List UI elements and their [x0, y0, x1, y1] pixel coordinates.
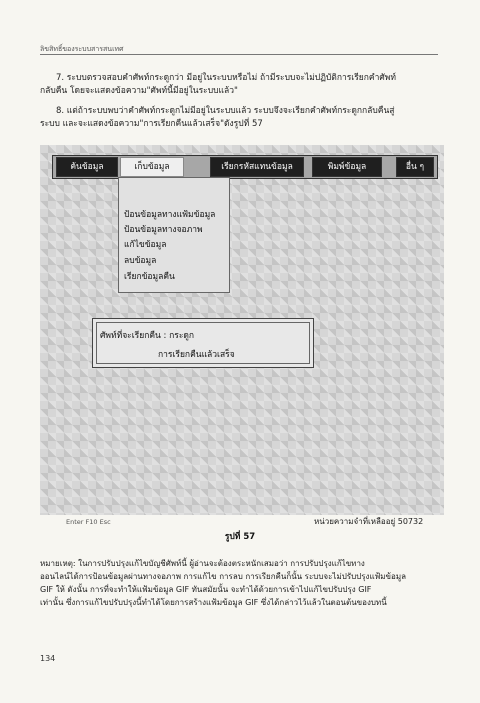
dropdown-item-recall[interactable]: เรียกข้อมูลคืน	[124, 272, 175, 282]
menu-print[interactable]: พิมพ์ข้อมูล	[312, 157, 382, 177]
para-8-line1: 8. แต่ถ้าระบบพบว่าคำศัพท์กระดูกไม่มีอยู่ในระบบแล้ว ระบบจึงจะเรียกคำศัพท์กระดูกกลับคืนสู่	[56, 106, 395, 116]
running-header: ลิขสิทธิ์ของระบบสารสนเทศ	[40, 45, 124, 53]
note-line: GIF ให้ ดังนั้น การที่จะทำให้แฟ้มข้อมูล GIF ทันสมัยนั้น จะทำได้ด้วยการเข้าไปแก้ไขปรับปรุง GIF	[40, 585, 372, 594]
dropdown-item-edit[interactable]: แก้ไขข้อมูล	[124, 240, 167, 250]
menu-other[interactable]: อื่น ๆ	[396, 157, 434, 177]
dropdown-item-delete[interactable]: ลบข้อมูล	[124, 256, 157, 266]
para-8-line2: ระบบ และจะแสดงข้อความ"การเรียกคืนแล้วเสร็จ"ดังรูปที่ 57	[40, 119, 263, 129]
menu-code-recall[interactable]: เรียกรหัสแทนข้อมูล	[210, 157, 304, 177]
key-hints: Enter F10 Esc	[66, 518, 111, 526]
note-line: หมายเหตุ: ในการปรับปรุงแก้ไขบัญชีศัพท์นี้ ผู้อ่านจะต้องตระหนักเสมอว่า การปรับปรุงแก้ไขทาง	[40, 559, 365, 568]
menu-store[interactable]: เก็บข้อมูล	[120, 157, 184, 177]
page-number: 134	[40, 654, 56, 663]
memory-status: หน่วยความจำที่เหลืออยู่ 50732	[314, 517, 424, 526]
dialog-status-message: การเรียกคืนแล้วเสร็จ	[158, 350, 235, 360]
dropdown-item-screen-entry[interactable]: ป้อนข้อมูลทางจอภาพ	[124, 225, 203, 235]
menu-search[interactable]: ค้นข้อมูล	[56, 157, 118, 177]
header-rule	[40, 54, 438, 55]
dialog-term-label: ศัพท์ที่จะเรียกคืน : กระดูก	[100, 331, 195, 341]
figure-caption: รูปที่ 57	[224, 532, 256, 542]
note-paragraph	[40, 557, 444, 609]
note-line: เท่านั้น ซึ่งการแก้ไขปรับปรุงนี้ทำได้โดยการสร้างแฟ้มข้อมูล GIF ซึ่งได้กล่าวไว้แล้วในตอนต้นของบทนี้	[40, 598, 387, 607]
para-7-line2: กลับคืน โดยจะแสดงข้อความ"ศัพท์นี้มีอยู่ในระบบแล้ว"	[40, 86, 238, 96]
dropdown-item-file-entry[interactable]: ป้อนข้อมูลทางแฟ้มข้อมูล	[124, 210, 216, 220]
para-7-line1: 7. ระบบตรวจสอบคำศัพท์กระดูกว่า มีอยู่ในระบบหรือไม่ ถ้ามีระบบจะไม่ปฏิบัติการเรียกคำศัพท์	[56, 73, 396, 83]
note-line: ออนไลน์ได้การป้อนข้อมูลผ่านทางจอภาพ การแก้ไข การลบ การเรียกคืนก็นั้น ระบบจะไม่ปรับปรุงแฟ้มข้อมูล	[40, 572, 406, 581]
